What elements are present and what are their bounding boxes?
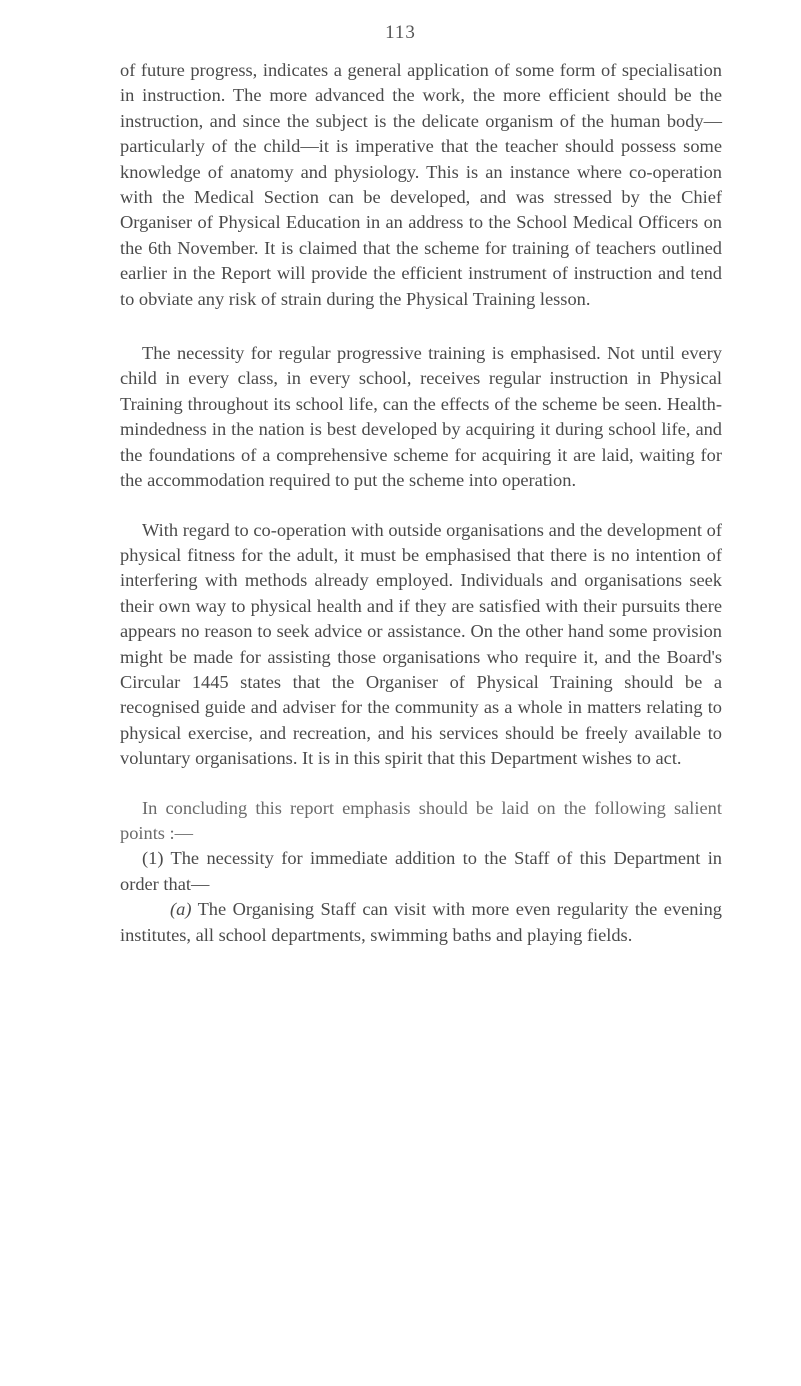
list-item-label: (a)	[170, 899, 192, 920]
page-number: 113	[385, 22, 416, 43]
document-body	[120, 58, 722, 948]
paragraph-conclusion: In concluding this report emphasis should be laid on the following salient points :—	[120, 797, 722, 843]
list-item-label: (1)	[142, 848, 164, 869]
list-item-point-1a	[120, 897, 722, 948]
list-item-text: The Organising Staff can visit with more even regularity the evening institutes, all school departments, swimming baths and playing fields.	[120, 899, 723, 945]
paragraph-specialisation: of future progress, indicates a general application of some form of specialisation in instruction. The more advanced the work, the more efficient should be the instruction, and since the subject is the delicate organism of the human body—particularly of the child—it is imperative that the teacher should possess some knowledge of anatomy and physiology. This is an instance where co-operation with the Medical Section can be developed, and was stressed by the Chief Organiser of Physical Education in an address to the School Medical Officers on the 6th November. It is claimed that the scheme for training of teachers outlined earlier in the Report will provide the efficient instrument of instruction and tend to obviate any risk of strain during the Physical Training lesson.	[120, 60, 722, 309]
list-item-point-1	[120, 846, 722, 897]
paragraph-progressive-training: The necessity for regular progressive training is emphasised. Not until every child in every class, in every school, receives regular instruction in Physical Training throughout its school life, can the effects of the scheme be seen. Health-mindedness in the nation is best developed by acquiring it during school life, and the foundations of a comprehensive scheme for acquiring it are laid, waiting for the accommodation required to put the scheme into operation.	[120, 343, 722, 491]
paragraph-outside-organisations: With regard to co-operation with outside organisations and the development of physical fitness for the adult, it must be emphasised that there is no intention of interfering with methods already employed. Individuals and organisations seek their own way to physical health and if they are satisfied with their pursuits there appears no reason to seek advice or assistance. On the other hand some provision might be made for assisting those organisations who require it, and the Board's Circular 1445 states that the Organiser of Physical Training should be a recognised guide and adviser for the community as a whole in matters relating to physical exercise, and recreation, and his services should be freely available to voluntary organisations. It is in this spirit that this Department wishes to act.	[120, 519, 722, 769]
list-item-text: The necessity for immediate addition to the Staff of this Department in order that—	[120, 848, 722, 894]
